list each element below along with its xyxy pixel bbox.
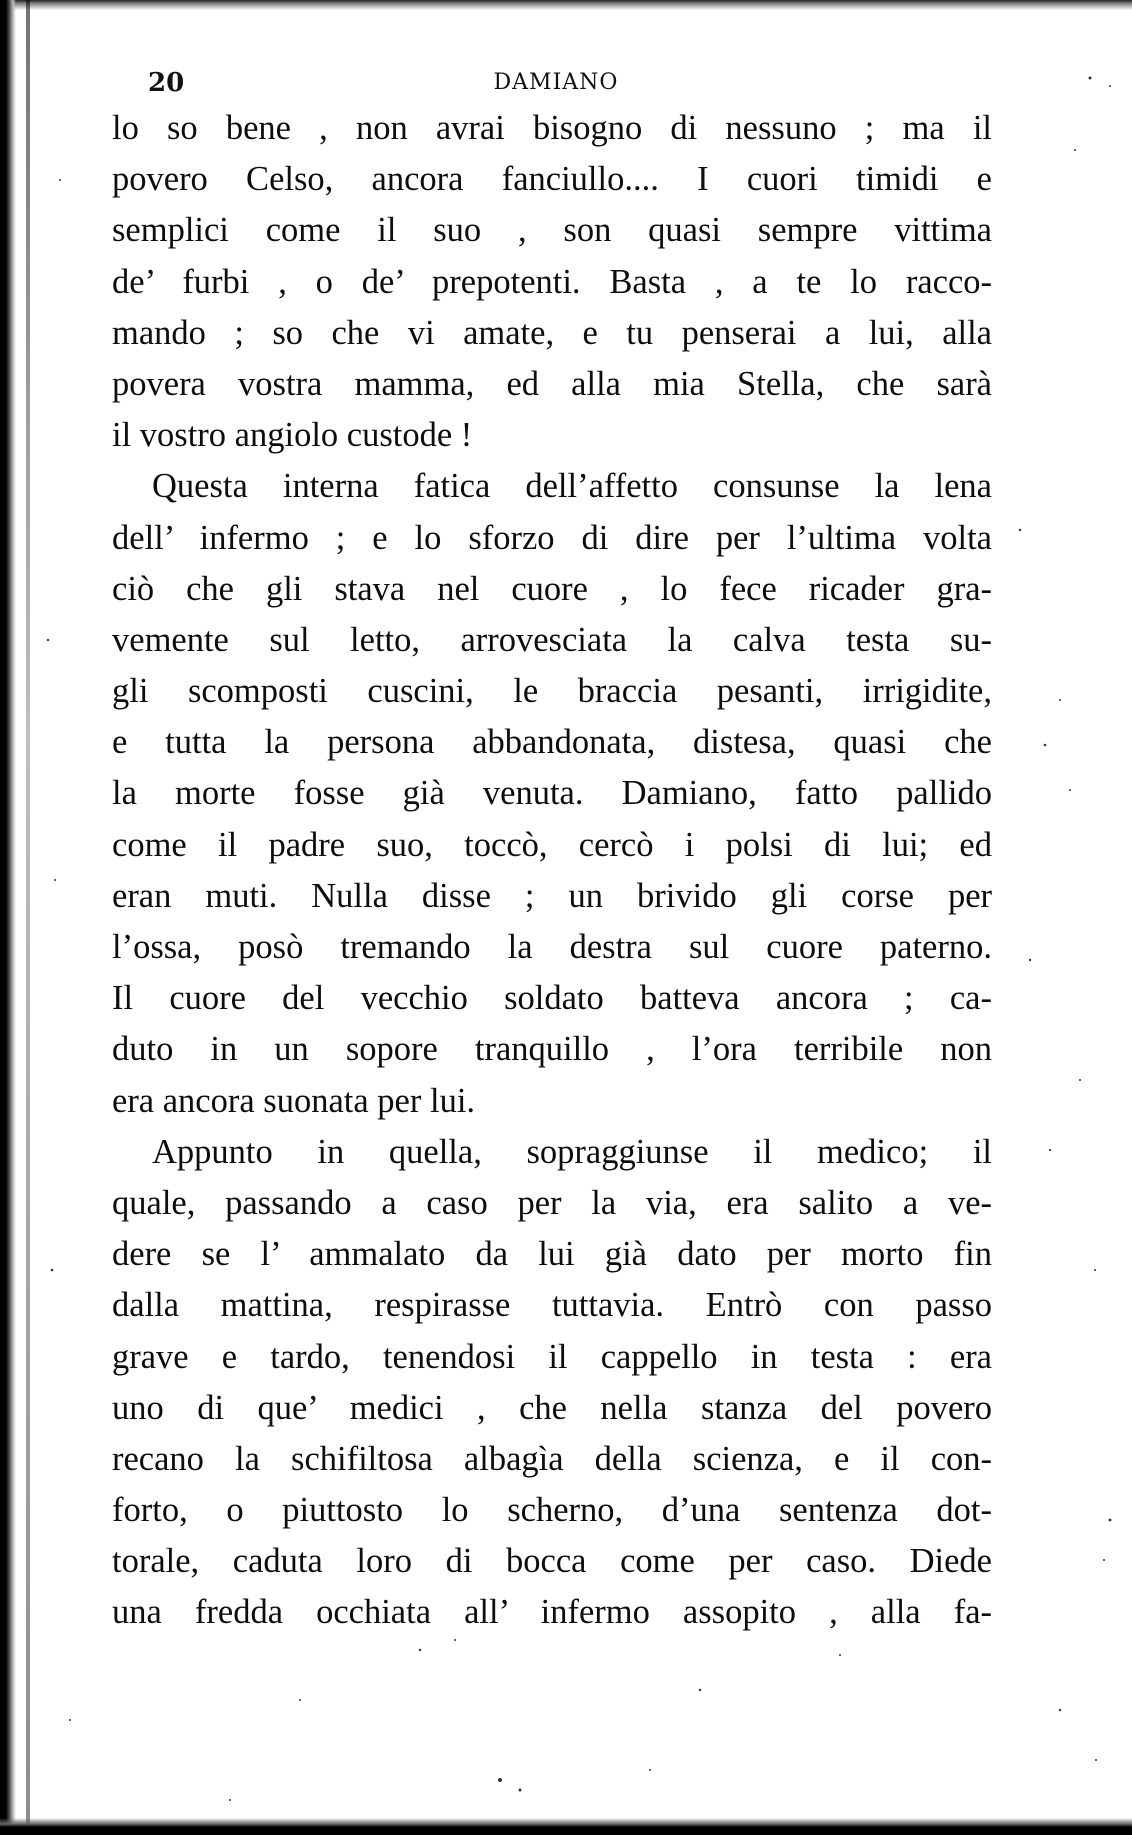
text-line: Questa interna fatica dell’affetto consunse la lena: [152, 467, 992, 506]
text-line: quale, passando a caso per la via, era salito a ve-: [112, 1183, 992, 1222]
text-line: dalla mattina, respirasse tuttavia. Entrò con passo: [112, 1286, 992, 1325]
text-line: lo so bene , non avrai bisogno di nessuno ; ma il: [112, 109, 992, 147]
body-text: [112, 103, 992, 1639]
text-line: povero Celso, ancora fanciullo.... I cuori timidi e: [112, 160, 992, 199]
text-line: semplici come il suo , son quasi sempre vittima: [112, 211, 992, 250]
text-line: mando ; so che vi amate, e tu penserai a lui, alla: [112, 313, 992, 352]
text-line: come il padre suo, toccò, cercò i polsi di lui; ed: [112, 825, 992, 864]
text-line: povera vostra mamma, ed alla mia Stella, che sarà: [112, 364, 992, 403]
text-line: torale, caduta loro di bocca come per caso. Diede: [112, 1542, 992, 1581]
text-line: ciò che gli stava nel cuore , lo fece ricader gra-: [112, 569, 992, 608]
text-line: de’ furbi , o de’ prepotenti. Basta , a te lo racco-: [112, 262, 992, 301]
text-line: dell’ infermo ; e lo sforzo di dire per l’ultima volta: [112, 518, 992, 557]
text-line: recano la schifiltosa albagìa della scienza, e il con-: [112, 1439, 992, 1478]
text-line: uno di que’ medici , che nella stanza del povero: [112, 1388, 992, 1427]
text-line: grave e tardo, tenendosi il cappello in testa : era: [112, 1337, 992, 1376]
text-line: Il cuore del vecchio soldato batteva ancora ; ca-: [112, 979, 992, 1018]
text-line: vemente sul letto, arrovesciata la calva testa su-: [112, 620, 992, 659]
text-line: una fredda occhiata all’ infermo assopito , alla fa-: [112, 1593, 992, 1632]
text-line: l’ossa, posò tremando la destra sul cuore paterno.: [112, 928, 992, 966]
text-line: gli scomposti cuscini, le braccia pesanti, irrigidite,: [112, 672, 992, 711]
running-head: DAMIANO: [493, 70, 619, 95]
text-line: e tutta la persona abbandonata, distesa, quasi che: [112, 723, 992, 762]
text-line: dere se l’ ammalato da lui già dato per morto fin: [112, 1235, 992, 1274]
text-line: la morte fosse già venuta. Damiano, fatto pallido: [112, 774, 992, 813]
text-line: il vostro angiolo custode !: [112, 416, 473, 455]
page-header: [118, 62, 994, 102]
text-line: forto, o piuttosto lo scherno, d’una sentenza dot-: [112, 1491, 992, 1530]
text-line: duto in un sopore tranquillo , l’ora terribile non: [112, 1030, 992, 1069]
text-line: era ancora suonata per lui.: [112, 1081, 476, 1120]
text-line: eran muti. Nulla disse ; un brivido gli corse per: [112, 876, 992, 915]
page-number: 20: [148, 68, 185, 98]
text-line: Appunto in quella, sopraggiunse il medico; il: [152, 1132, 992, 1171]
